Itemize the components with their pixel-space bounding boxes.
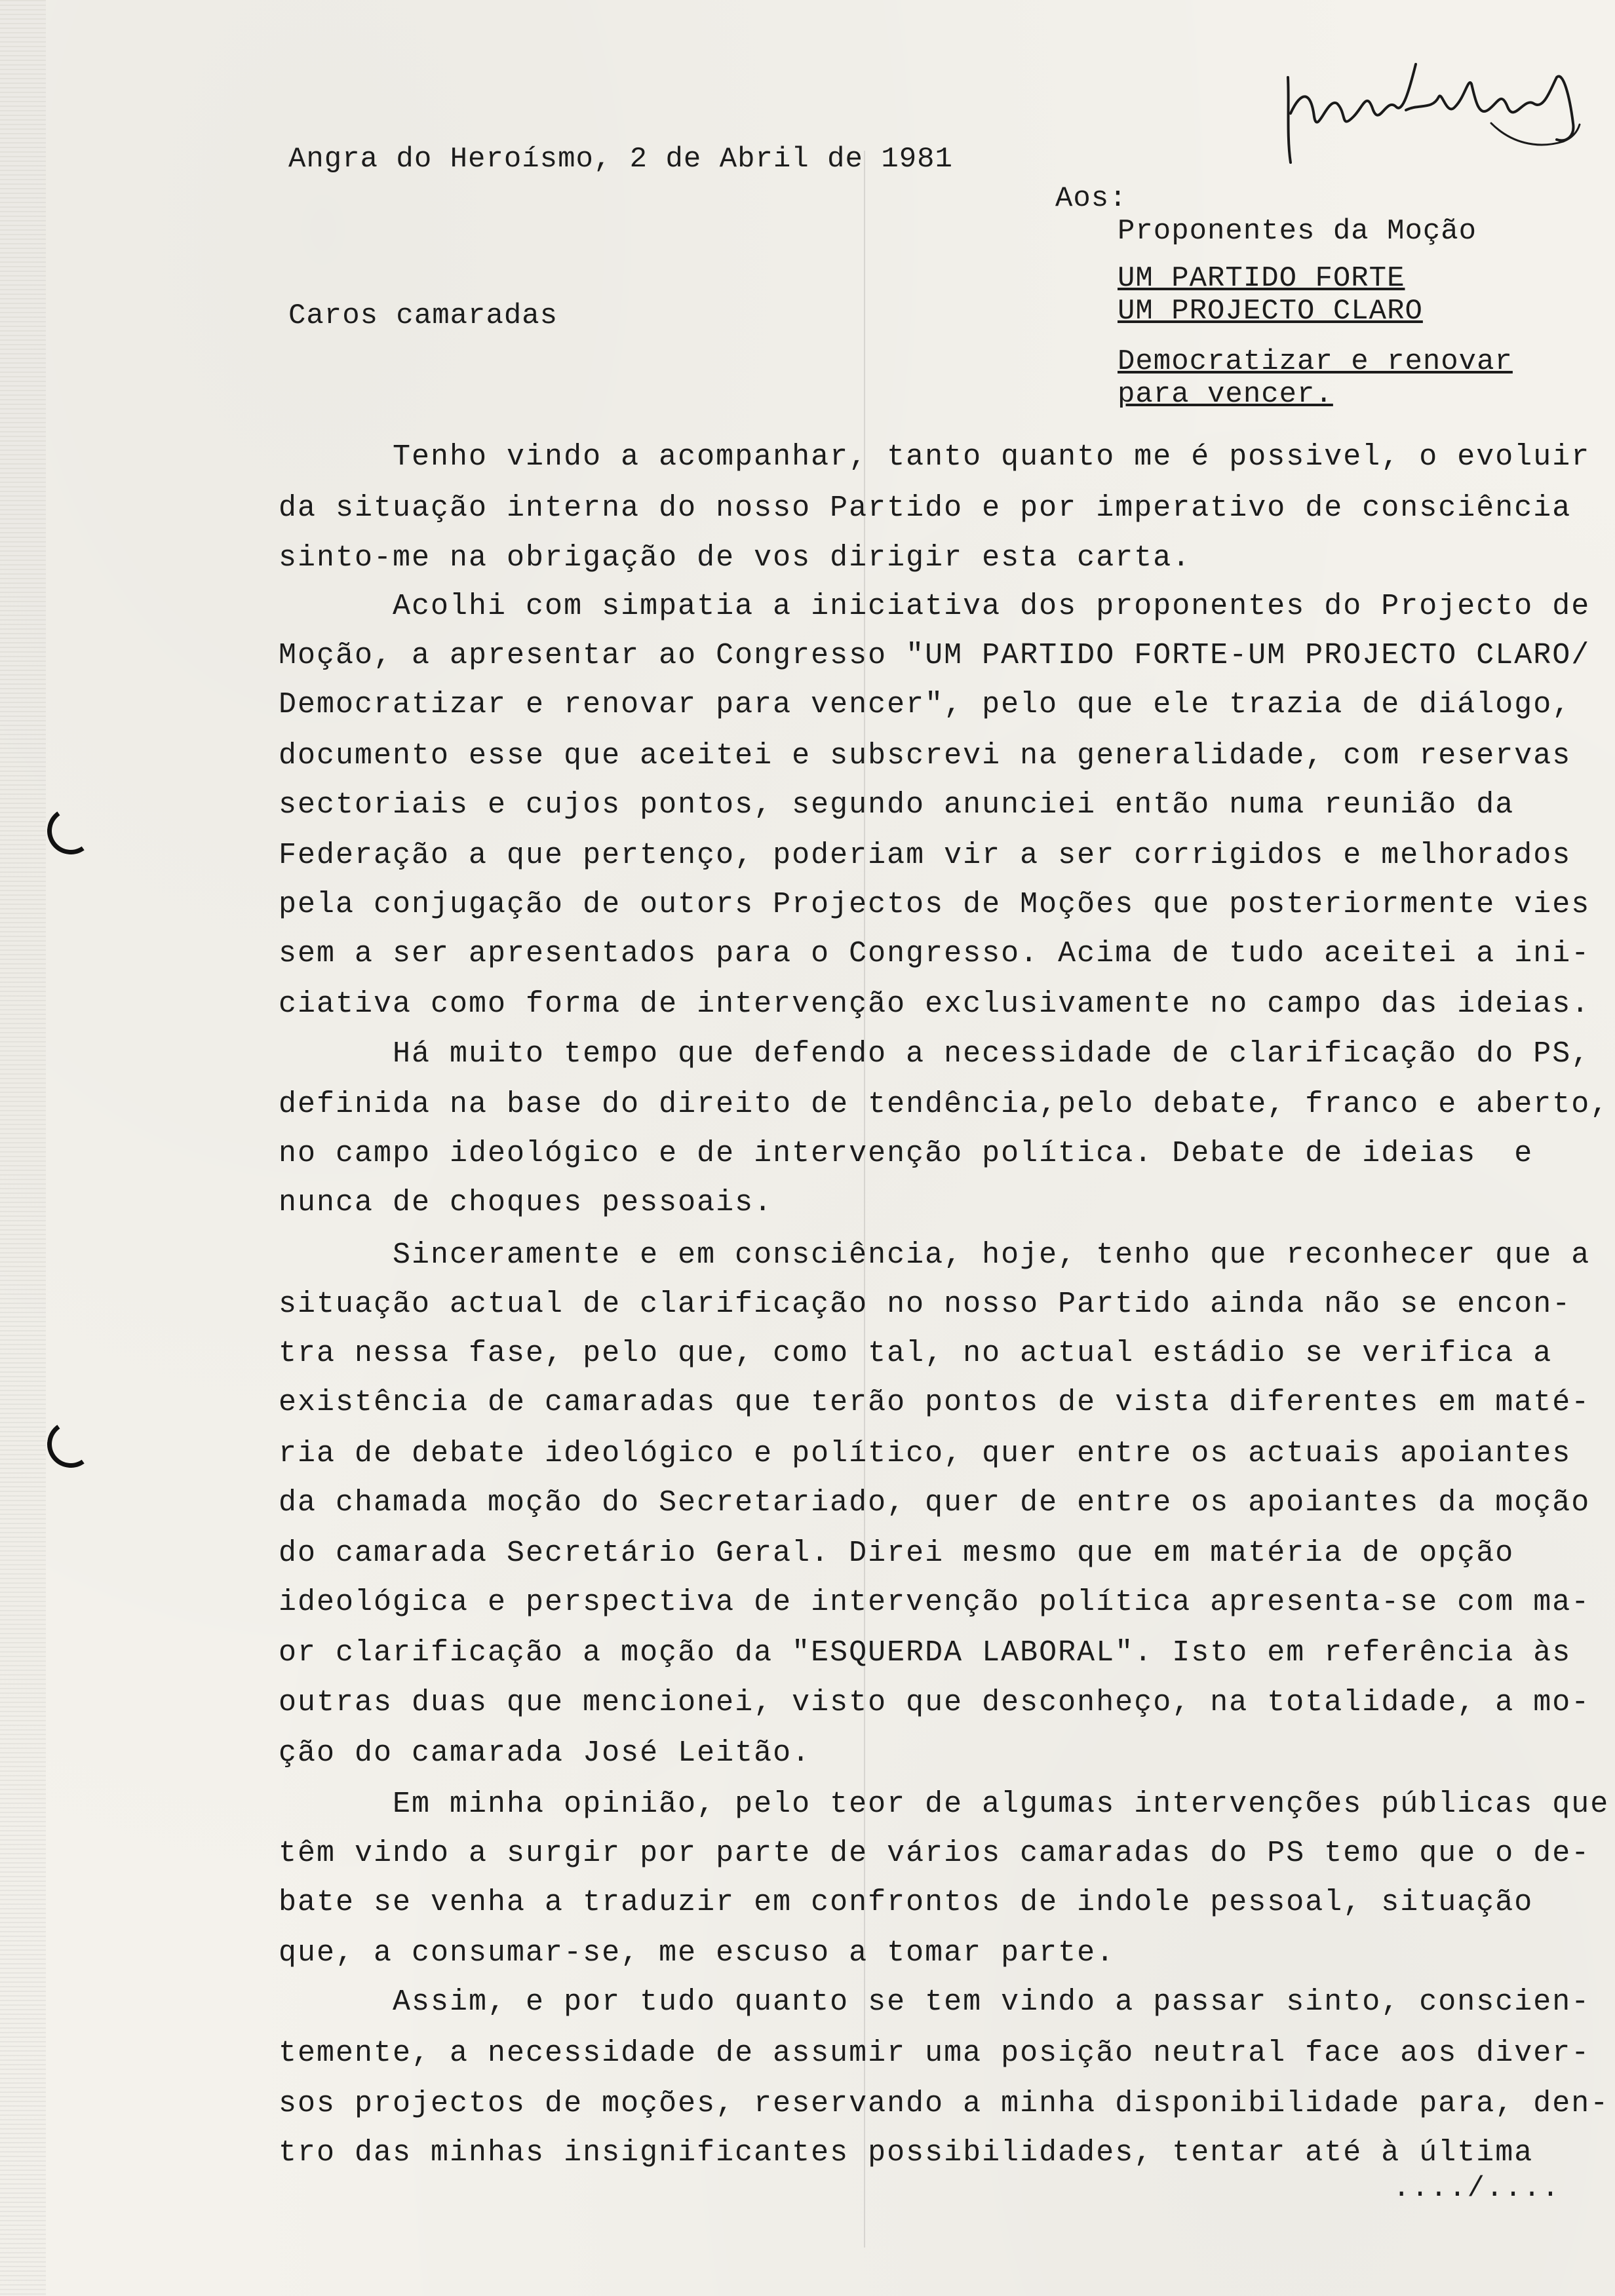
- body-line: situação actual de clarificação no nosso Partido ainda não se encon-: [279, 1288, 1572, 1321]
- place-date: Angra do Heroísmo, 2 de Abril de 1981: [288, 143, 953, 176]
- body-line: or clarificação a moção da "ESQUERDA LABORAL". Isto em referência às: [279, 1636, 1572, 1670]
- body-line: Acolhi com simpatia a iniciativa dos proponentes do Projecto de: [279, 590, 1591, 623]
- punch-hole-lower: [43, 1417, 98, 1471]
- body-line: definida na base do direito de tendência,pelo debate, franco e aberto,: [279, 1088, 1610, 1121]
- body-line: ção do camarada José Leitão.: [279, 1736, 811, 1770]
- body-line: Democratizar e renovar para vencer", pelo que ele trazia de diálogo,: [279, 688, 1572, 721]
- motion-subtitle-line-1: Democratizar e renovar: [1118, 345, 1513, 378]
- body-line: Tenho vindo a acompanhar, tanto quanto me é possivel, o evoluir: [279, 440, 1591, 474]
- body-line: sinto-me na obrigação de vos dirigir esta carta.: [279, 541, 1192, 575]
- body-line: Há muito tempo que defendo a necessidade de clarificação do PS,: [279, 1037, 1591, 1071]
- motion-title-line-2: UM PROJECTO CLARO: [1118, 295, 1423, 328]
- body-line: no campo ideológico e de intervenção política. Debate de ideias e: [279, 1137, 1534, 1170]
- body-line: pela conjugação de outors Projectos de Moções que posteriormente vies: [279, 888, 1591, 921]
- body-line: temente, a necessidade de assumir uma posição neutral face aos diver-: [279, 2037, 1591, 2070]
- body-line: ria de debate ideológico e político, quer entre os actuais apoiantes: [279, 1437, 1572, 1470]
- body-line: do camarada Secretário Geral. Direi mesmo que em matéria de opção: [279, 1537, 1515, 1570]
- body-line: Assim, e por tudo quanto se tem vindo a passar sinto, conscien-: [279, 1985, 1591, 2019]
- body-line: ciativa como forma de intervenção exclusivamente no campo das ideias.: [279, 987, 1591, 1021]
- body-line: tra nessa fase, pelo que, como tal, no actual estádio se verifica a: [279, 1337, 1553, 1370]
- body-line: Federação a que pertenço, poderiam vir a ser corrigidos e melhorados: [279, 839, 1572, 872]
- scan-edge-noise: [0, 0, 46, 2296]
- body-line: sem a ser apresentados para o Congresso. Acima de tudo aceitei a ini-: [279, 937, 1591, 970]
- body-line: que, a consumar-se, me escuso a tomar parte.: [279, 1936, 1116, 1970]
- body-line: ideológica e perspectiva de intervenção política apresenta-se com ma-: [279, 1586, 1591, 1619]
- body-line: da chamada moção do Secretariado, quer de entre os apoiantes da moção: [279, 1486, 1591, 1520]
- body-line: da situação interna do nosso Partido e por imperativo de consciência: [279, 491, 1572, 525]
- body-line: documento esse que aceitei e subscrevi na generalidade, com reservas: [279, 739, 1572, 773]
- body-line: Em minha opinião, pelo teor de algumas intervenções públicas que: [279, 1788, 1610, 1821]
- page-continuation-mark: ..../....: [1393, 2172, 1561, 2205]
- body-line: bate se venha a traduzir em confrontos de indole pessoal, situação: [279, 1886, 1534, 1919]
- body-line: tro das minhas insignificantes possibilidades, tentar até à última: [279, 2136, 1534, 2170]
- punch-hole-upper: [43, 803, 98, 858]
- body-line: têm vindo a surgir por parte de vários camaradas do PS temo que o de-: [279, 1837, 1591, 1870]
- salutation: Caros camaradas: [288, 299, 558, 332]
- body-line: nunca de choques pessoais.: [279, 1186, 773, 1219]
- body-line: existência de camaradas que terão pontos de vista diferentes em maté-: [279, 1386, 1591, 1419]
- motion-title-line-1: UM PARTIDO FORTE: [1118, 262, 1405, 295]
- body-line: Sinceramente e em consciência, hoje, tenho que reconhecer que a: [279, 1238, 1591, 1272]
- handwritten-signature: [1275, 51, 1583, 166]
- body-line: sos projectos de moções, reservando a minha disponibilidade para, den-: [279, 2087, 1610, 2120]
- body-line: outras duas que mencionei, visto que desconheço, na totalidade, a mo-: [279, 1686, 1591, 1719]
- recipient-label: Aos:: [1055, 182, 1127, 215]
- motion-subtitle-line-2: para vencer.: [1118, 378, 1333, 411]
- body-line: Moção, a apresentar ao Congresso "UM PARTIDO FORTE-UM PROJECTO CLARO/: [279, 639, 1591, 672]
- recipient-proponents: Proponentes da Moção: [1118, 215, 1477, 248]
- body-line: sectoriais e cujos pontos, segundo anunciei então numa reunião da: [279, 788, 1515, 822]
